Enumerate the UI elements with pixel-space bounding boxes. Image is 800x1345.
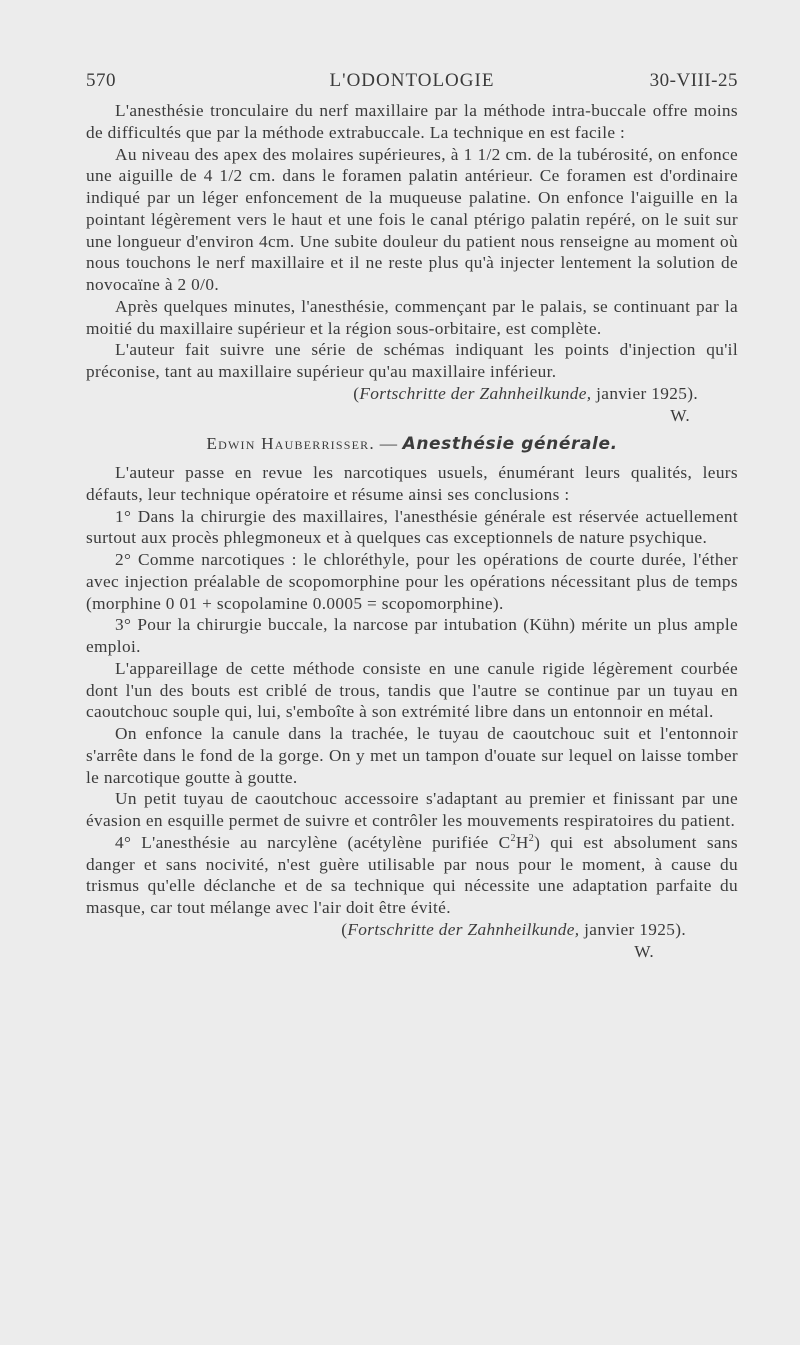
- paragraph: L'auteur fait suivre une série de schémas indiquant les points d'injection qu'il préconise, tant au maxillaire supérieur qu'au maxillaire inférieur.: [86, 340, 738, 381]
- paragraph-part: H: [515, 832, 529, 852]
- paragraph: 1° Dans la chirurgie des maxillaires, l'anesthésie générale est réservée actuellement surtout aux procès phlegmoneux et à quelques cas exceptionnels de nature psychique.: [86, 506, 738, 548]
- page-number: 570: [86, 70, 116, 91]
- paragraph: 3° Pour la chirurgie buccale, la narcose par intubation (Kühn) mérite un plus ample emploi.: [86, 615, 738, 656]
- source-title: Fortschritte der Zahnheilkunde,: [347, 919, 580, 939]
- section-topic: Anesthésie générale.: [402, 434, 618, 455]
- source-title: Fortschritte der Zahnheilkunde,: [359, 383, 592, 403]
- body-text: [86, 100, 738, 962]
- signature: W.: [634, 941, 654, 961]
- paragraph: [86, 832, 738, 919]
- source-citation: [86, 383, 738, 405]
- paragraph-part: ) qui est absolument sans danger et sans nocivité, n'est guère utilisable par nous pour le moment, à cause du trismus qu'elle déclanche et de sa technique qui nécessite une adaptation parfaite du masque, car tout mélange avec l'air doit être évité.: [86, 832, 738, 917]
- source-citation: [86, 919, 738, 941]
- paragraph-part: 4° L'anesthésie au narcylène (acétylène purifiée C: [115, 832, 511, 852]
- source-open: (: [341, 919, 348, 939]
- author-name: Edwin Hauberrisser.: [206, 434, 375, 454]
- source-open: (: [353, 383, 360, 403]
- issue-date: 30-VIII-25: [649, 70, 738, 91]
- paragraph: L'anesthésie tronculaire du nerf maxillaire par la méthode intra-buccale offre moins de difficultés que par la méthode extrabuccale. La technique en est facile :: [86, 101, 738, 142]
- heading-dash: —: [374, 434, 403, 454]
- paragraph: On enfonce la canule dans la trachée, le tuyau de caoutchouc suit et l'entonnoir s'arrête dans le fond de la gorge. On y met un tampon d'ouate sur lequel on laisse tomber le narcotique goutte à goutte.: [86, 724, 738, 787]
- paragraph: L'appareillage de cette méthode consiste en une canule rigide légèrement courbée dont l'un des bouts est criblé de trous, tandis que l'autre se continue par un tuyau en caoutchouc souple qui, lui, s'emboîte à son extrémité libre dans un entonnoir en métal.: [86, 658, 738, 722]
- superscript: 2: [510, 832, 516, 844]
- source-date: janvier 1925).: [584, 919, 686, 939]
- section-heading: [86, 433, 738, 456]
- paragraph: Au niveau des apex des molaires supérieures, à 1 1/2 cm. de la tubérosité, on enfonce une aiguille de 4 1/2 cm. dans le foramen palatin antérieur. Ce foramen est d'ordinaire indiqué par un léger enfoncement de la muqueuse palatine. On enfonce l'aiguille en la pointant légèrement vers le haut et une fois le canal ptérigo palatin repéré, on le suit sur une longueur d'environ 4cm. Une subite douleur du patient nous renseigne au moment où nous touchons le nerf maxillaire et il ne reste plus qu'à injecter lentement la solution de novocaïne à 2 0/0.: [86, 144, 738, 294]
- journal-title: L'ODONTOLOGIE: [329, 70, 495, 91]
- source-date: janvier 1925).: [596, 383, 698, 403]
- paragraph: Un petit tuyau de caoutchouc accessoire s'adaptant au premier et finissant par une évasion en esquille permet de suivre et contrôler les mouvements respiratoires du patient.: [86, 789, 738, 830]
- paragraph: 2° Comme narcotiques : le chloréthyle, pour les opérations de courte durée, l'éther avec injection préalable de scopomorphine pour les opérations nécessitant plus de temps (morphine 0 01 + scopolamine 0.0005 = scopomorphine).: [86, 550, 738, 613]
- paragraph: L'auteur passe en revue les narcotiques usuels, énumérant leurs qualités, leurs défauts, leur technique opératoire et résume ainsi ses conclusions :: [86, 463, 738, 504]
- superscript: 2: [528, 832, 535, 844]
- paragraph: Après quelques minutes, l'anesthésie, commençant par le palais, se continuant par la moitié du maxillaire supérieur et la région sous-orbitaire, est complète.: [86, 296, 738, 338]
- signature: W.: [670, 405, 690, 425]
